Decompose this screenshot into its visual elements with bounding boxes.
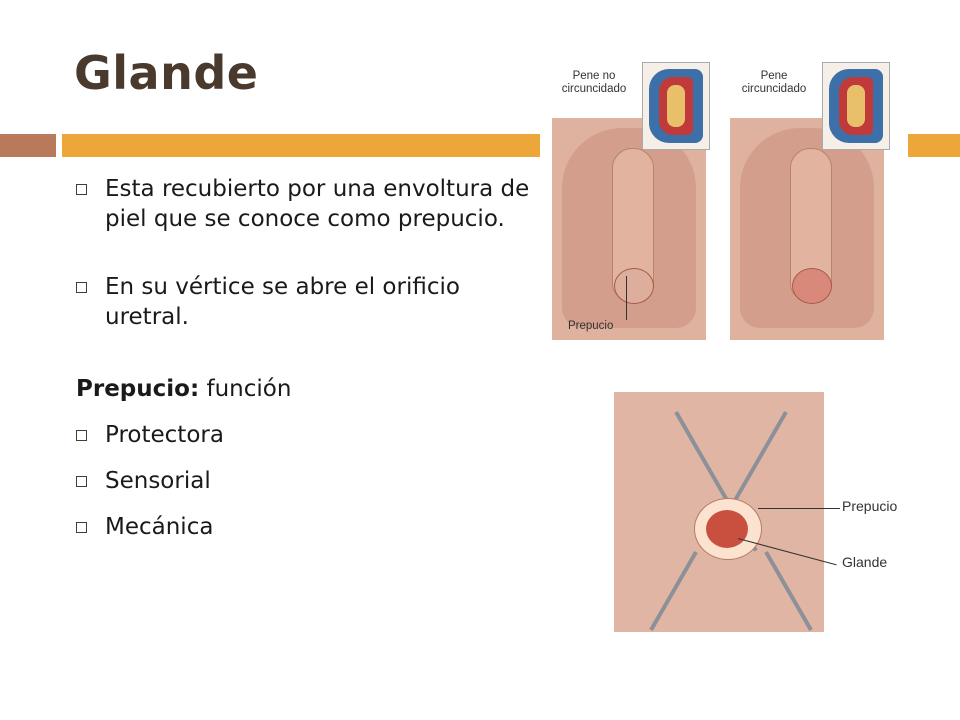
retracted-panel [614,392,824,632]
function-item [76,420,546,450]
label-glande: Glande [842,554,888,570]
label-prepucio-top: Prepucio [568,320,614,332]
illustration-circumcision-comparison [546,58,900,340]
square-bullet-icon [76,522,87,533]
prepucio-pointer-line [758,508,840,509]
bullet-item [76,174,546,234]
illustration-prepucio-retracted [588,388,918,638]
function-text: Sensorial [105,468,211,494]
forceps-icon [764,551,812,631]
prepucio-heading [76,374,546,404]
square-bullet-icon [76,430,87,441]
square-bullet-icon [76,476,87,487]
title-rule-left [0,134,56,157]
circumcised-panel [730,118,884,340]
function-item [76,512,546,542]
caption-circumcised: Pene circuncidado [741,70,807,95]
cross-section-inset-left [642,62,710,150]
title-rule-middle [62,134,540,157]
bullet-text: En su vértice se abre el orificio uretral. [105,274,460,330]
prepucio-pointer-line [626,276,627,320]
forceps-icon [649,551,697,631]
slide-title: Glande [74,46,259,100]
function-text: Protectora [105,422,224,448]
function-text: Mecánica [105,514,214,540]
title-rule-right [908,134,960,157]
cross-section-inset-right [822,62,890,150]
uncircumcised-panel [552,118,706,340]
function-item [76,466,546,496]
caption-uncircumcised: Pene no circuncidado [561,70,627,95]
bullet-item [76,272,546,332]
heading-bold: Prepucio: [76,376,200,402]
square-bullet-icon [76,282,87,293]
bullet-text: Esta recubierto por una envoltura de piel que se conoce como prepucio. [105,176,530,232]
heading-rest: función [199,376,292,402]
square-bullet-icon [76,184,87,195]
label-prepucio-bottom: Prepucio [842,498,898,514]
slide-body [76,170,546,542]
